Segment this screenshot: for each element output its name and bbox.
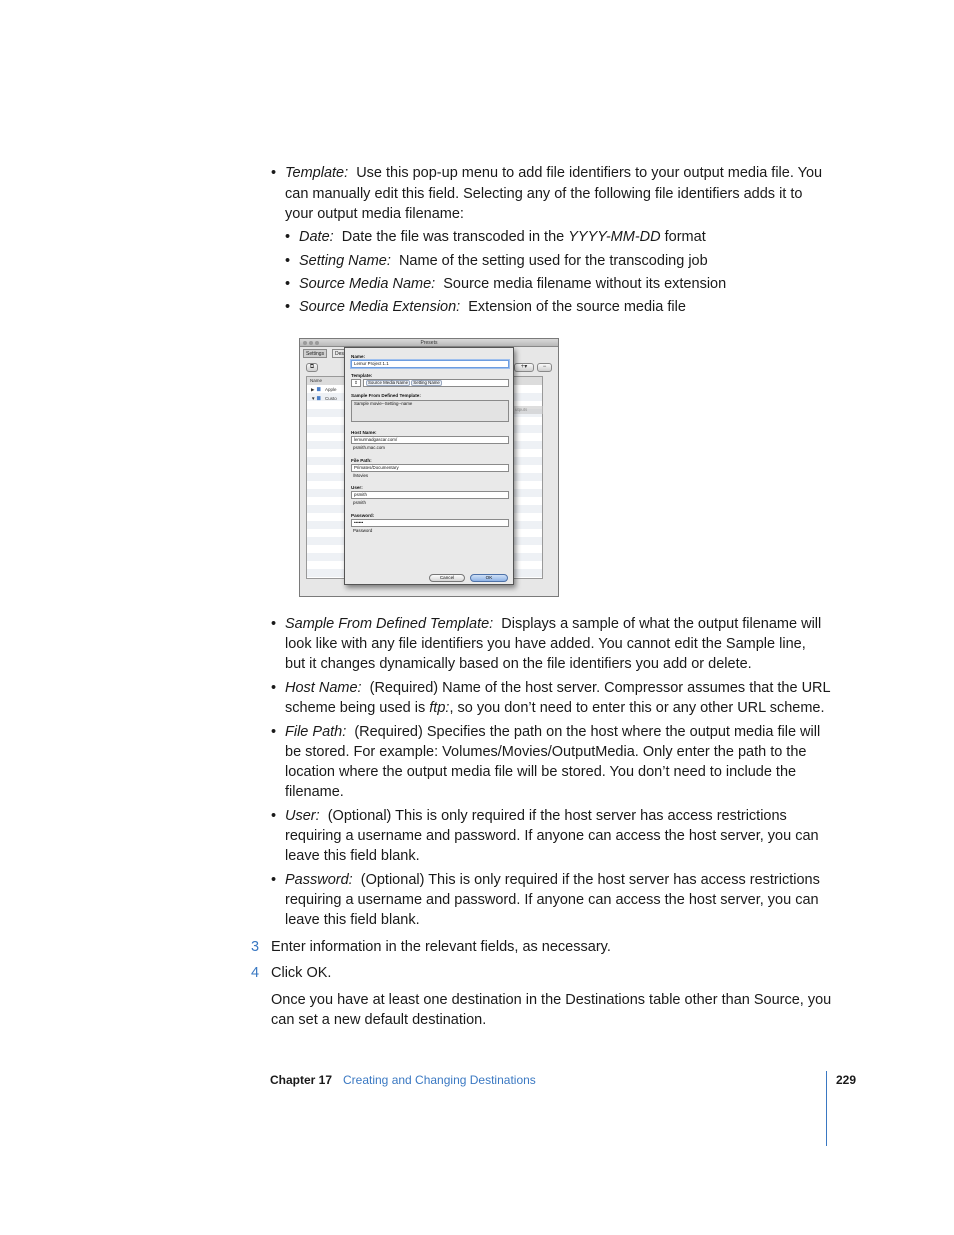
text: can manually edit this field. Selecting any of the following file identifiers adds it to — [285, 186, 803, 202]
bullet-sample-from-defined-template — [271, 614, 831, 676]
sub-bullet-source-media-name — [285, 274, 825, 294]
remove-destination-button[interactable]: − — [537, 363, 552, 372]
folder-icon: ▆ — [317, 395, 321, 400]
sub-bullet-date — [285, 227, 825, 247]
text: Source media filename without its extension — [443, 276, 727, 292]
bullet-password — [271, 870, 831, 932]
text: Name of the setting used for the transcoding job — [398, 253, 708, 269]
password-label: Password: — [351, 513, 375, 518]
term: Template: — [285, 165, 349, 181]
text: your output media filename: — [285, 206, 464, 222]
host-name-hint: psmith.mac.com — [353, 445, 385, 450]
term: Setting Name: — [299, 253, 391, 269]
step-number: 3 — [251, 939, 260, 955]
text: (Optional) This is only required if the host server has access restrictions — [360, 872, 820, 888]
step-text: Enter information in the relevant fields, as necessary. — [271, 939, 611, 955]
text: leave this field blank. — [285, 848, 420, 864]
template-token-source-media-name[interactable]: Source Media Name — [368, 380, 409, 385]
ok-button[interactable]: OK — [470, 574, 508, 582]
password-field[interactable]: •••••• — [351, 519, 509, 527]
bullet-user — [271, 806, 831, 868]
screenshot-figure — [299, 338, 559, 597]
footer-chapter: Chapter 17 — [270, 1073, 333, 1087]
term: File Path: — [285, 724, 347, 740]
term: Source Media Extension: — [299, 299, 461, 315]
text: Date the file was transcoded in the — [341, 229, 569, 245]
list-header: Name — [310, 378, 323, 383]
user-label: User: — [351, 485, 363, 490]
url-scheme: ftp: — [429, 700, 450, 716]
sub-bullet-source-media-extension — [285, 297, 825, 317]
bullet-dot: • — [271, 680, 277, 696]
bullet-dot: • — [285, 253, 291, 269]
text: Use this pop-up menu to add file identifiers to your output media file. You — [356, 165, 823, 181]
bullet-dot: • — [271, 872, 277, 888]
list-item[interactable]: Custo — [325, 396, 337, 401]
bullet-dot: • — [271, 724, 277, 740]
text: , so you don’t need to enter this or any other URL scheme. — [449, 700, 825, 716]
destination-dialog — [344, 347, 514, 585]
disclosure-icon[interactable]: ▶ — [311, 387, 315, 392]
template-label: Template: — [351, 373, 373, 378]
bullet-dot: • — [271, 616, 277, 632]
footer-chapter-title[interactable]: Creating and Changing Destinations — [343, 1073, 536, 1087]
text: Extension of the source media file — [468, 299, 686, 315]
file-path-label: File Path: — [351, 458, 372, 463]
term: Sample From Defined Template: — [285, 616, 494, 632]
bullet-file-path — [271, 722, 831, 804]
user-field[interactable]: psmith — [351, 491, 509, 499]
bullet-host-name — [271, 678, 831, 720]
duplicate-button[interactable] — [306, 363, 318, 372]
tab-settings[interactable]: Settings — [303, 349, 327, 358]
template-token-setting-name[interactable]: Setting Name — [413, 380, 440, 385]
bullet-dot: • — [285, 229, 291, 245]
text: Displays a sample of what the output filename will — [501, 616, 822, 632]
user-hint: psmith — [353, 500, 366, 505]
password-hint: Password — [353, 528, 373, 533]
close-window-icon — [303, 341, 307, 345]
text: filename. — [285, 784, 344, 800]
file-path-field[interactable]: Primates/Documentary — [351, 464, 509, 472]
step-text: Click OK. — [271, 965, 332, 981]
bullet-dot: • — [271, 165, 277, 181]
updown-arrows-icon: ⇕ — [354, 380, 358, 385]
text: (Optional) This is only required if the host server has access restrictions — [327, 808, 787, 824]
text: scheme being used is — [285, 700, 430, 716]
minimize-window-icon — [309, 341, 313, 345]
text: can set a new default destination. — [271, 1012, 487, 1028]
text: be stored. For example: Volumes/Movies/OutputMedia. Only enter the path to the — [285, 744, 807, 760]
name-label: Name: — [351, 354, 366, 359]
term: Password: — [285, 872, 353, 888]
footer-rule — [826, 1071, 827, 1146]
sample-label: Sample From Defined Template: — [351, 393, 421, 398]
page-number: 229 — [836, 1073, 857, 1087]
text: (Required) Name of the host server. Compressor assumes that the URL — [369, 680, 831, 696]
term: Host Name: — [285, 680, 362, 696]
tab-destinations[interactable]: Des — [332, 349, 347, 358]
text: but it changes dynamically based on the file identifiers you add or delete. — [285, 656, 752, 672]
term: Date: — [299, 229, 334, 245]
text: format — [660, 229, 706, 245]
bullet-dot: • — [285, 276, 291, 292]
window-title: Presets — [300, 339, 558, 347]
text: (Required) Specifies the path on the host where the output media file will — [354, 724, 821, 740]
bullet-template — [271, 163, 831, 225]
cancel-button[interactable]: Cancel — [429, 574, 465, 582]
add-destination-button[interactable]: +▾ — [514, 363, 534, 372]
list-item[interactable]: Apple — [325, 387, 337, 392]
disclosure-icon[interactable]: ▼ — [311, 396, 316, 401]
term: User: — [285, 808, 320, 824]
text: location where the output media file will be stored. You don’t need to include the — [285, 764, 797, 780]
text: leave this field blank. — [285, 912, 420, 928]
term: Source Media Name: — [299, 276, 436, 292]
closing-paragraph — [271, 990, 841, 1032]
host-name-label: Host Name: — [351, 430, 377, 435]
text: requiring a username and password. If anyone can access the host server, you can — [285, 892, 819, 908]
sample-field: Sample movie--Setting--name — [351, 400, 509, 422]
file-path-hint: /Movies — [353, 473, 369, 478]
zoom-window-icon — [315, 341, 319, 345]
host-name-field[interactable]: lemurmadgascar.com/ — [351, 436, 509, 444]
folder-icon: ▆ — [317, 386, 321, 391]
bullet-dot: • — [285, 299, 291, 315]
step-number: 4 — [251, 965, 260, 981]
text: Once you have at least one destination in the Destinations table other than Source, you — [271, 992, 832, 1008]
duplicate-icon: ⧉ — [309, 364, 315, 370]
template-popup-button[interactable] — [351, 379, 361, 387]
bullet-dot: • — [271, 808, 277, 824]
date-format: YYYY-MM-DD — [568, 229, 661, 245]
sub-bullet-setting-name — [285, 251, 825, 271]
text: requiring a username and password. If anyone can access the host server, you can — [285, 828, 819, 844]
step-4 — [251, 963, 831, 983]
text: look like with any file identifiers you have added. You cannot edit the Sample line, — [285, 636, 806, 652]
name-field[interactable]: Lemur Project 1.1 — [351, 360, 509, 368]
template-field[interactable] — [363, 379, 509, 387]
step-3 — [251, 937, 831, 957]
